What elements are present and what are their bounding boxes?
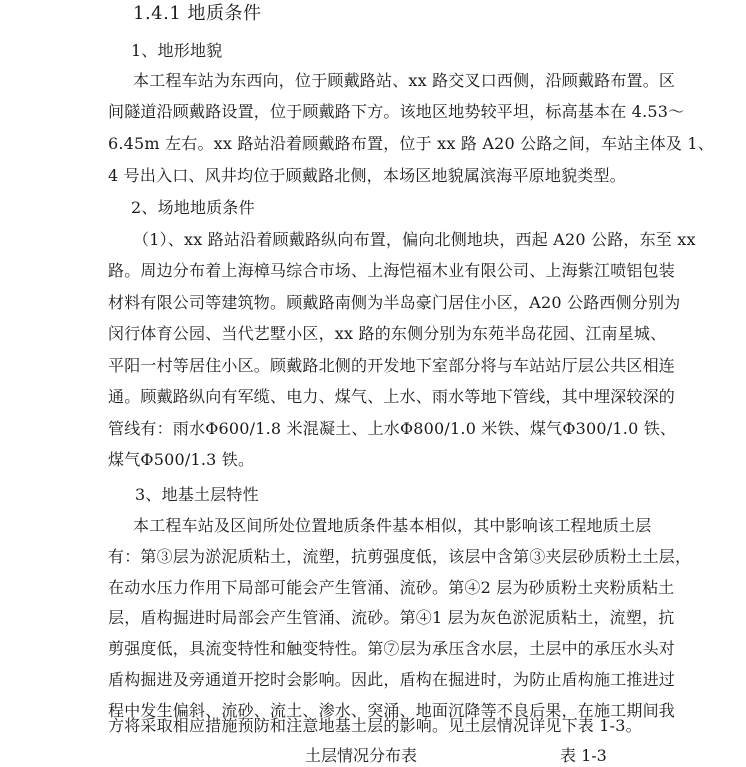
table-caption-number: 表 1-3 [560, 746, 607, 765]
paragraph-line: 间隧道沿顾戴路设置，位于顾戴路下方。该地区地势较平坦，标高基本在 4.53～ [108, 102, 685, 121]
paragraph-line: 方将采取相应措施预防和注意地基土层的影响。见土层情况详见下表 1-3。 [108, 716, 642, 735]
paragraph-line: 有：第③层为淤泥质粘土，流塑，抗剪强度低，该层中含第③夹层砂质粉土土层， [108, 547, 692, 566]
table-caption-title: 土层情况分布表 [305, 746, 418, 765]
paragraph-line: 路。周边分布着上海樟马综合市场、上海恺福木业有限公司、上海紫江喷铝包装 [108, 261, 676, 280]
paragraph-line: 4 号出入口、风井均位于顾戴路北侧，本场区地貌属滨海平原地貌类型。 [108, 166, 626, 185]
paragraph-line: 6.45m 左右。xx 路站沿着顾戴路布置，位于 xx 路 A20 公路之间，车站主体及 1、 [108, 134, 714, 153]
paragraph-line: 闵行体育公园、当代艺墅小区，xx 路的东侧分别为东苑半岛花园、江南星城、 [108, 324, 667, 343]
paragraph-line: 程中发生偏斜、流砂、流土、渗水、突涌、地面沉降等不良后果，在施工期间我 [108, 701, 676, 720]
paragraph-line: 本工程车站为东西向，位于顾戴路站、xx 路交叉口西侧，沿顾戴路布置。区 [133, 71, 676, 90]
subsection-heading-terrain: 1、地形地貌 [131, 41, 223, 60]
paragraph-line: 煤气Φ500/1.3 铁。 [108, 450, 255, 469]
subsection-heading-site: 2、场地地质条件 [131, 198, 255, 217]
paragraph-line: 通。顾戴路纵向有军缆、电力、煤气、上水、雨水等地下管线，其中埋深较深的 [108, 387, 676, 406]
paragraph-line: 在动水压力作用下局部可能会产生管涌、流砂。第④2 层为砂质粉土夹粉质粘土 [108, 578, 675, 597]
paragraph-line: 材料有限公司等建筑物。顾戴路南侧为半岛豪门居住小区，A20 公路西侧分别为 [108, 293, 681, 312]
section-title: 1.4.1 地质条件 [133, 3, 262, 24]
paragraph-line: 平阳一村等居住小区。顾戴路北侧的开发地下室部分将与车站站厅层公共区相连 [108, 356, 676, 375]
paragraph-line: 本工程车站及区间所处位置地质条件基本相似，其中影响该工程地质土层 [133, 516, 652, 535]
paragraph-line: 层，盾构掘进时局部会产生管涌、流砂。第④1 层为灰色淤泥质粘土，流塑，抗 [108, 608, 675, 627]
subsection-heading-soil: 3、地基土层特性 [135, 485, 259, 504]
paragraph-line: 剪强度低，具流变特性和触变特性。第⑦层为承压含水层，土层中的承压水头对 [108, 639, 676, 658]
paragraph-line: 盾构掘进及旁通道开挖时会影响。因此，盾构在掘进时，为防止盾构施工推进过 [108, 670, 676, 689]
paragraph-line: 管线有：雨水Φ600/1.8 米混凝土、上水Φ800/1.0 米铁、煤气Φ300/1.0 铁、 [108, 419, 677, 438]
paragraph-line: （1）、xx 路站沿着顾戴路纵向布置，偏向北侧地块，西起 A20 公路，东至 xx [133, 230, 696, 249]
